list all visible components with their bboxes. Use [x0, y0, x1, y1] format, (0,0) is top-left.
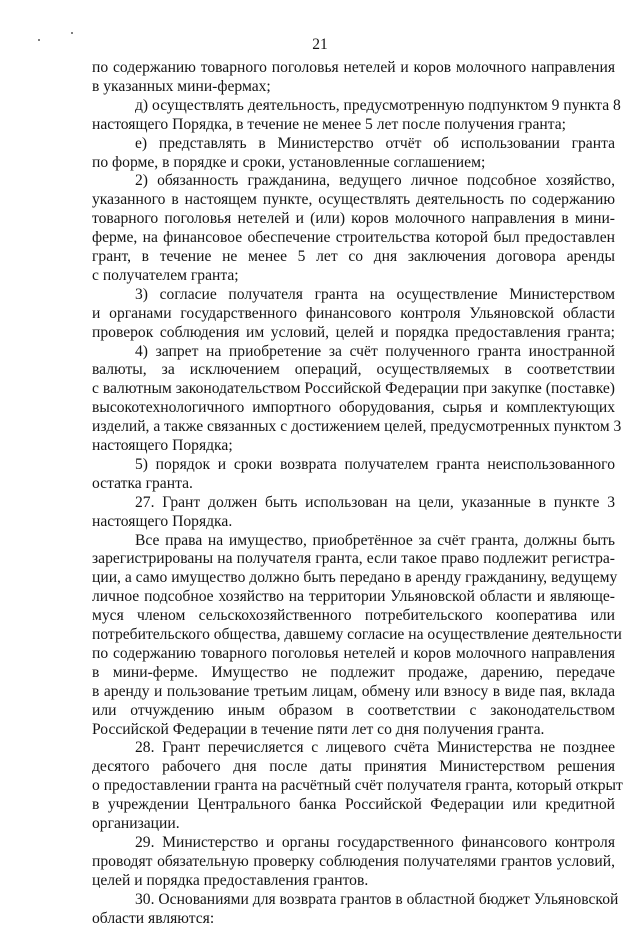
text-line: изделий, а также связанных с достижением целей, предусмотренных пунктом 3 [92, 418, 615, 437]
text-line: в указанных мини-фермах; [92, 78, 271, 97]
text-line: 28. Грант перечисляется с лицевого счёта Министерства не позднее [135, 739, 615, 758]
text-line: с валютным законодательством Российской Федерации при закупке (поставке) [92, 380, 615, 399]
text-line: о предоставлении гранта на расчётный счёт получателя гранта, который открыт [92, 777, 615, 796]
text-line: 5) порядок и сроки возврата получателем гранта неиспользованного [135, 456, 615, 475]
text-line: Все права на имущество, приобретённое за счёт гранта, должны быть [135, 532, 615, 551]
text-line: личное подсобное хозяйство на территории Ульяновской области и являюще- [92, 588, 615, 607]
text-line: остатка гранта. [92, 475, 193, 494]
text-line: Российской Федерации в течение пяти лет со дня получения гранта. [92, 721, 544, 740]
text-line: в учреждении Центрального банка Российской Федерации или кредитной [92, 796, 615, 815]
text-line: и органами государственного финансового контроля Ульяновской области [92, 305, 615, 324]
text-line: организации. [92, 815, 180, 834]
text-line: ции, а само имущество должно быть передано в аренду гражданину, ведущему [92, 569, 615, 588]
text-line: области являются: [92, 910, 214, 928]
text-line: 3) согласие получателя гранта на осуществление Министерством [135, 286, 615, 305]
text-line: грант, в течение не менее 5 лет со дня заключения договора аренды [92, 248, 615, 267]
text-line: или отчуждению иным образом в соответствии с законодательством [92, 702, 615, 721]
text-line: д) осуществлять деятельность, предусмотренную подпунктом 9 пункта 8 [135, 97, 615, 116]
text-line: по содержанию товарного поголовья нетелей и коров молочного направления [92, 645, 615, 664]
text-line: по форме, в порядке и сроки, установленные соглашением; [92, 154, 485, 173]
text-line: десятого рабочего дня после даты принятия Министерством решения [92, 758, 615, 777]
text-line: товарного поголовья нетелей и (или) коров молочного направления в мини- [92, 210, 615, 229]
text-line: валюты, за исключением операций, осуществляемых в соответствии [92, 361, 615, 380]
text-line: ферме, на финансовое обеспечение строительства которой был предоставлен [92, 229, 615, 248]
text-line: проверок соблюдения им условий, целей и порядка предоставления гранта; [92, 324, 615, 343]
text-line: в мини-ферме. Имущество не подлежит продаже, дарению, передаче [92, 664, 615, 683]
text-line: настоящего Порядка, в течение не менее 5 лет после получения гранта; [92, 116, 566, 135]
page-number: 21 [0, 36, 640, 54]
text-line: указанного в настоящем пункте, осуществлять деятельность по содержанию [92, 191, 615, 210]
text-line: проводят обязательную проверку соблюдения получателями грантов условий, [92, 853, 615, 872]
text-line: 29. Министерство и органы государственного финансового контроля [135, 834, 615, 853]
text-line: по содержанию товарного поголовья нетелей и коров молочного направления [92, 59, 615, 78]
text-line: 30. Основаниями для возврата грантов в областной бюджет Ульяновской [135, 891, 615, 910]
text-line: настоящего Порядка; [92, 437, 233, 456]
text-line: потребительского общества, давшему согласие на осуществление деятельности [92, 626, 615, 645]
text-line: в аренду и пользование третьим лицам, обмену или взносу в виде пая, вклада [92, 683, 615, 702]
scan-speck [71, 32, 73, 34]
text-line: зарегистрированы на получателя гранта, если такое право подлежит регистра- [92, 550, 615, 569]
text-line: настоящего Порядка. [92, 513, 232, 532]
text-line: муся членом сельскохозяйственного потребительского кооператива или [92, 607, 615, 626]
text-line: с получателем гранта; [92, 267, 239, 286]
text-line: е) представлять в Министерство отчёт об использовании гранта [135, 135, 615, 154]
text-line: 4) запрет на приобретение за счёт полученного гранта иностранной [135, 343, 615, 362]
text-line: 27. Грант должен быть использован на цели, указанные в пункте 3 [135, 494, 615, 513]
text-line: высокотехнологичного импортного оборудования, сырья и комплектующих [92, 399, 615, 418]
text-line: целей и порядка предоставления грантов. [92, 872, 368, 891]
text-line: 2) обязанность гражданина, ведущего личное подсобное хозяйство, [135, 172, 615, 191]
